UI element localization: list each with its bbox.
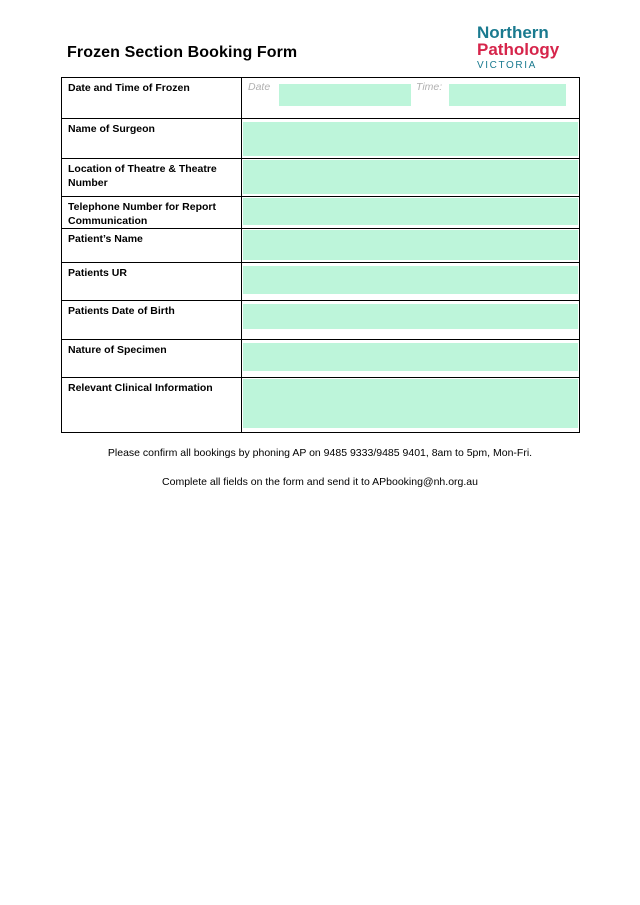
row-surgeon xyxy=(62,119,580,159)
dob-field[interactable] xyxy=(243,304,578,329)
row-clinical-info xyxy=(62,378,580,433)
logo-line-northern: Northern xyxy=(477,23,549,42)
row-date-time xyxy=(62,78,580,119)
specimen-field[interactable] xyxy=(243,343,578,371)
patient-ur-field[interactable] xyxy=(243,266,578,294)
patient-name-field[interactable] xyxy=(243,230,578,260)
date-placeholder: Date xyxy=(248,81,271,93)
label-patient-name: Patient’s Name xyxy=(62,229,242,263)
label-date-time: Date and Time of Frozen xyxy=(62,78,242,119)
label-clinical-info: Relevant Clinical Information xyxy=(62,378,242,433)
label-location: Location of Theatre & Theatre Number xyxy=(62,159,242,197)
logo-line-victoria: VICTORIA xyxy=(477,60,537,71)
time-field[interactable] xyxy=(449,84,566,106)
label-surgeon: Name of Surgeon xyxy=(62,119,242,159)
logo-line-pathology: Pathology xyxy=(477,40,560,59)
row-patient-ur xyxy=(62,263,580,301)
label-patient-ur: Patients UR xyxy=(62,263,242,301)
form-title: Frozen Section Booking Form xyxy=(67,44,298,61)
booking-form-table xyxy=(61,77,580,433)
telephone-field[interactable] xyxy=(243,198,578,225)
time-placeholder: Time: xyxy=(416,81,443,93)
surgeon-field[interactable] xyxy=(243,122,578,156)
row-dob xyxy=(62,301,580,340)
row-telephone xyxy=(62,197,580,229)
email-instruction-note: Complete all fields on the form and send it to APbooking@nh.org.au xyxy=(162,476,478,488)
label-specimen: Nature of Specimen xyxy=(62,340,242,378)
label-dob: Patients Date of Birth xyxy=(62,301,242,340)
row-patient-name xyxy=(62,229,580,263)
northern-pathology-logo xyxy=(477,24,559,71)
row-specimen xyxy=(62,340,580,378)
clinical-info-field[interactable] xyxy=(243,379,578,428)
phone-confirm-note: Please confirm all bookings by phoning AP on 9485 9333/9485 9401, 8am to 5pm, Mon-Fri. xyxy=(107,447,533,459)
label-telephone: Telephone Number for Report Communication xyxy=(62,197,242,229)
location-field[interactable] xyxy=(243,160,578,194)
value-date-time xyxy=(242,78,580,119)
row-location xyxy=(62,159,580,197)
date-field[interactable] xyxy=(279,84,411,106)
